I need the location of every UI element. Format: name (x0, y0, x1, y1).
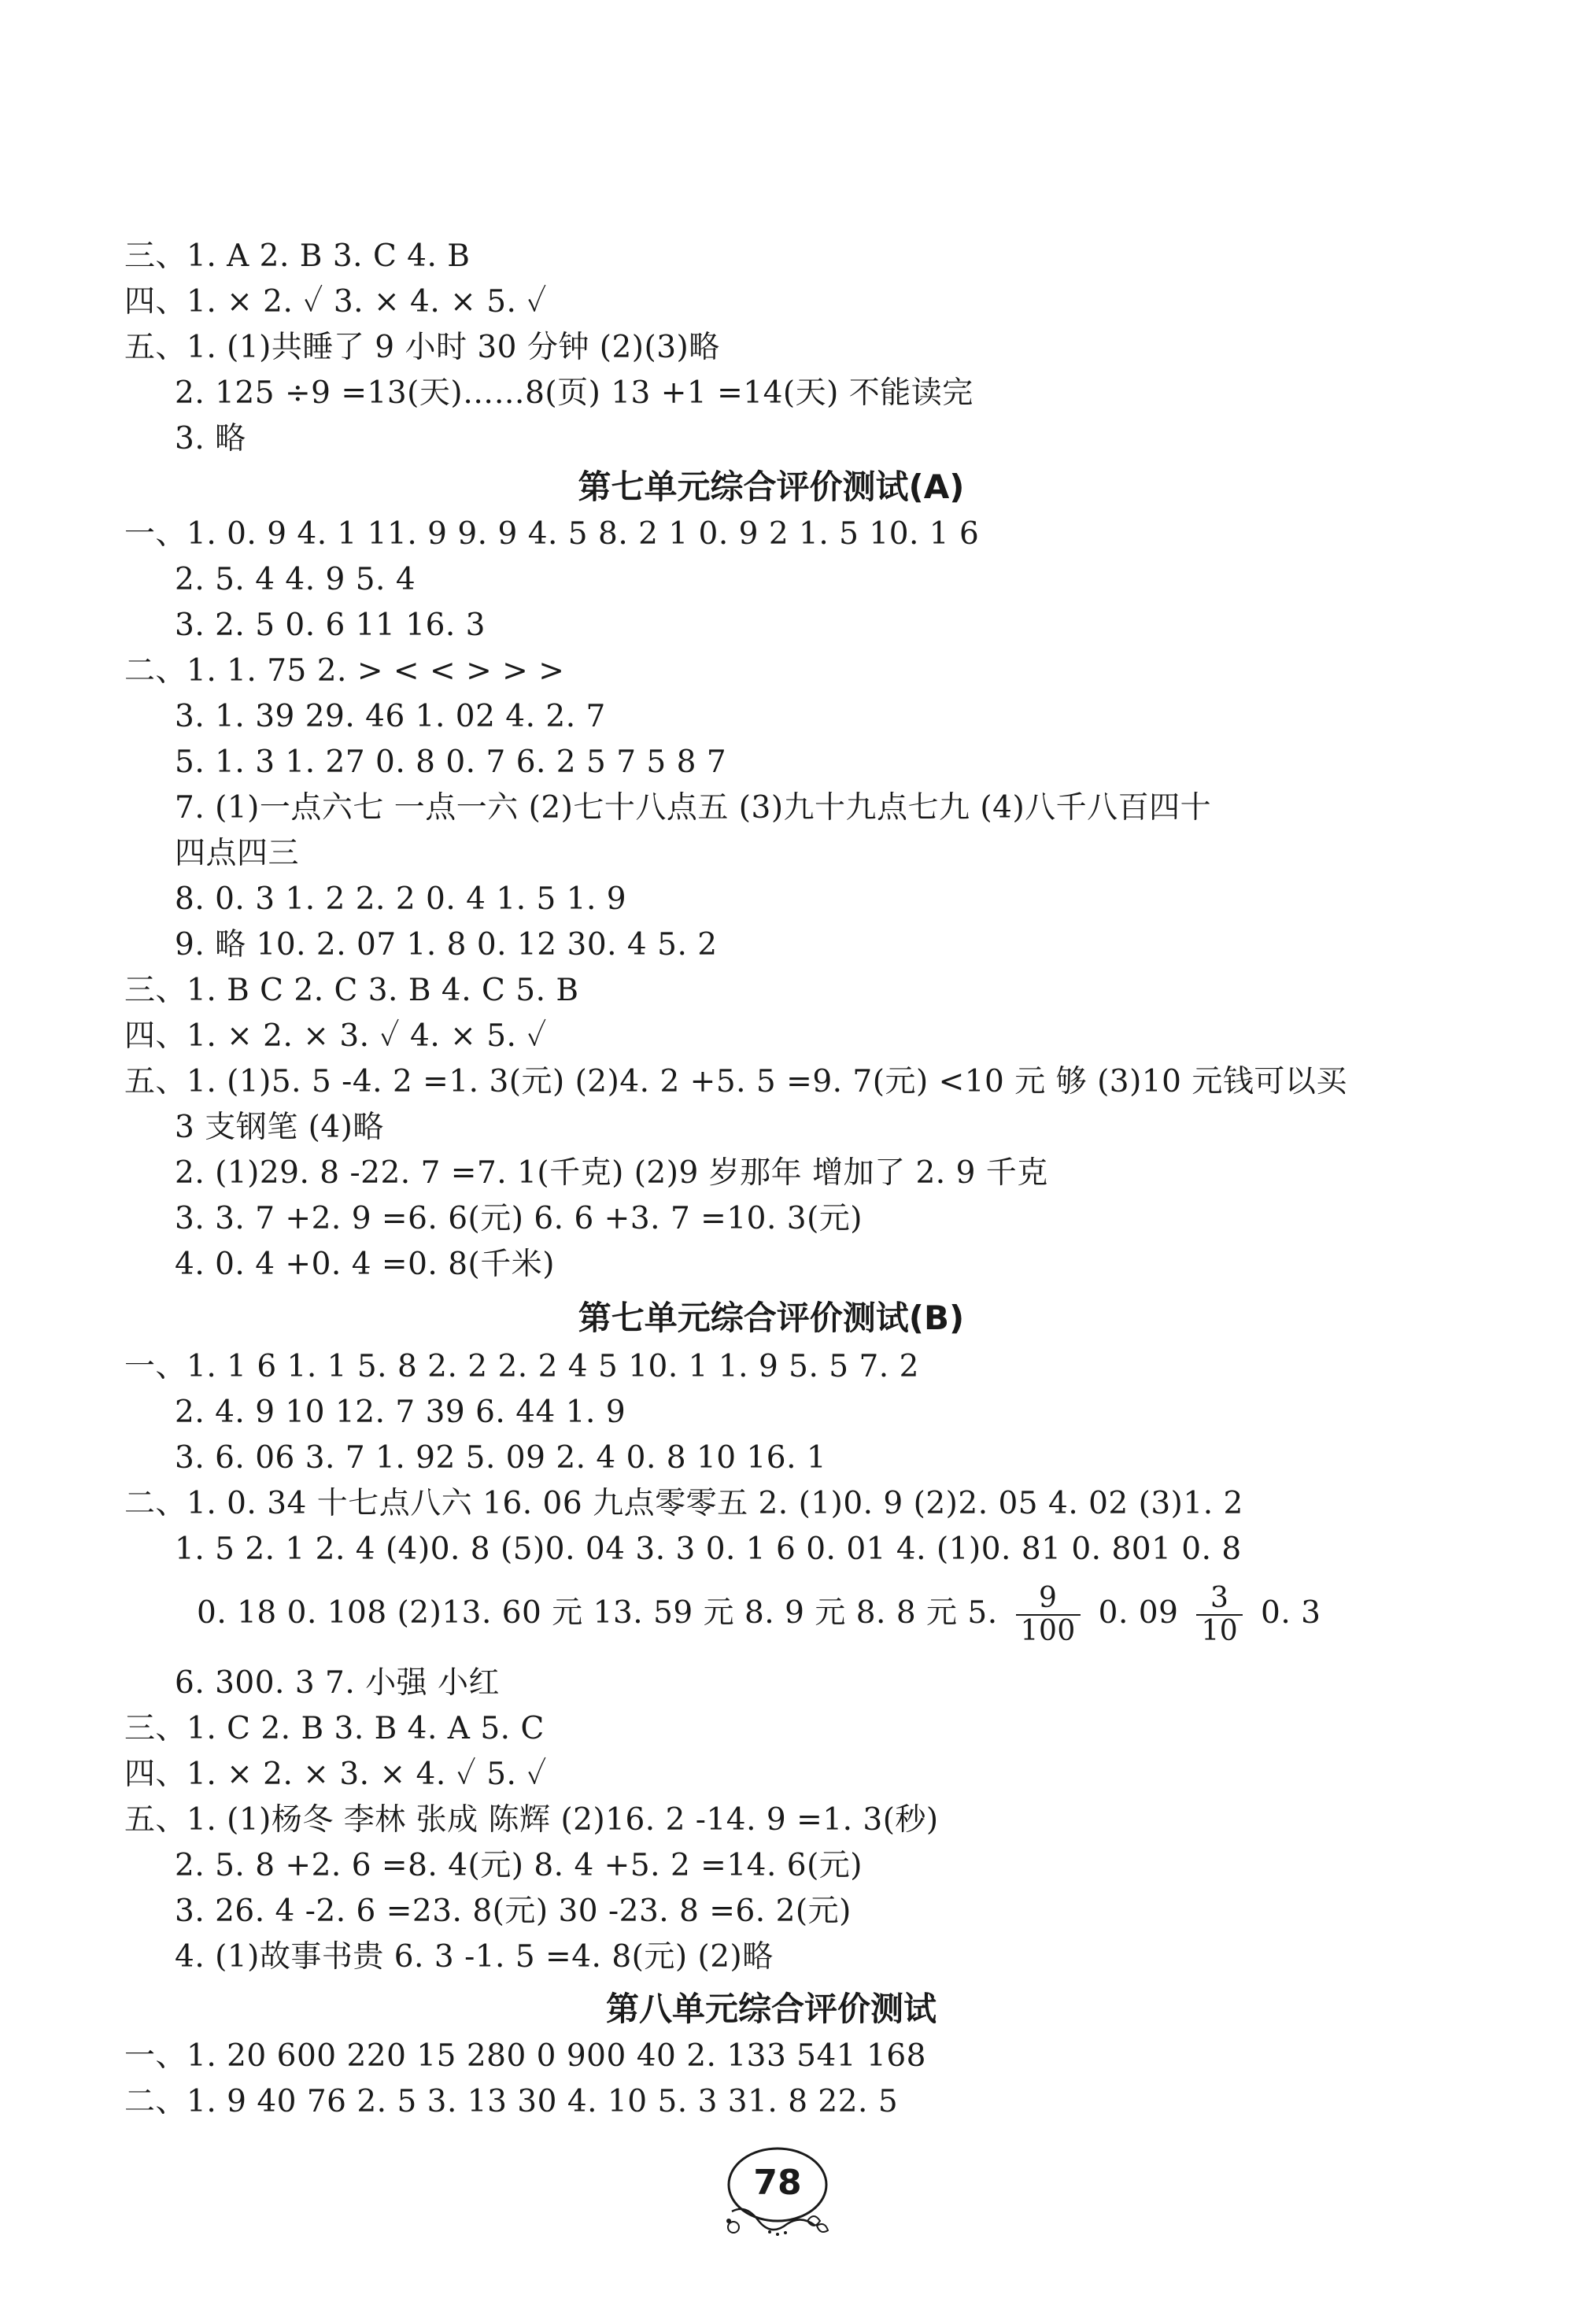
fraction-numerator: 3 (1196, 1583, 1243, 1616)
answer-line: 三、1. C 2. B 3. B 4. A 5. C (124, 1711, 545, 1746)
answer-line: 6. 300. 3 7. 小强 小红 (175, 1665, 501, 1701)
answer-line: 4. (1)故事书贵 6. 3 -1. 5 =4. 8(元) (2)略 (175, 1939, 774, 1975)
answer-line: 8. 0. 3 1. 2 2. 2 0. 4 1. 5 1. 9 (175, 881, 627, 917)
section-title: 第八单元综合评价测试 (605, 1990, 937, 2028)
answer-line: 五、1. (1)5. 5 -4. 2 =1. 3(元) (2)4. 2 +5. 5 =9. 7(元) <10 元 够 (3)10 元钱可以买 (124, 1064, 1347, 1099)
answer-line: 3. 2. 5 0. 6 11 16. 3 (175, 608, 486, 643)
answer-line: 2. 125 ÷9 =13(天)……8(页) 13 +1 =14(天) 不能读完 (175, 375, 973, 411)
answer-line: 四、1. × 2. ✓ 3. × 4. × 5. ✓ (124, 284, 547, 320)
answer-line: 3. 3. 7 +2. 9 =6. 6(元) 6. 6 +3. 7 =10. 3(元) (175, 1201, 863, 1236)
fraction-denominator: 100 (1020, 1615, 1076, 1647)
answer-line: 7. (1)一点六七 一点一六 (2)七十八点五 (3)九十九点七九 (4)八千八百四十 (175, 790, 1212, 826)
answer-line: 9. 略 10. 2. 07 1. 8 0. 12 30. 4 5. 2 (175, 927, 718, 963)
section-title: 第七单元综合评价测试(A) (578, 467, 965, 506)
answer-line: 五、1. (1)共睡了 9 小时 30 分钟 (2)(3)略 (124, 330, 720, 365)
fraction (1196, 1583, 1243, 1646)
answer-line-with-fractions (197, 1580, 1321, 1647)
answer-line: 3. 26. 4 -2. 6 =23. 8(元) 30 -23. 8 =6. 2(元) (175, 1894, 852, 1929)
answer-line: 一、1. 0. 9 4. 1 11. 9 9. 9 4. 5 8. 2 1 0. 9 2 1. 5 10. 1 6 (124, 516, 980, 552)
answer-line: 1. 5 2. 1 2. 4 (4)0. 8 (5)0. 04 3. 3 0. 1 6 0. 01 4. (1)0. 81 0. 801 0. 8 (175, 1532, 1242, 1567)
answer-line: 2. 4. 9 10 12. 7 39 6. 44 1. 9 (175, 1395, 626, 1430)
fraction-line-text: 0. 18 0. 108 (2)13. 60 元 13. 59 元 8. 9 元 8. 8 元 5. (197, 1595, 998, 1631)
answer-line: 三、1. A 2. B 3. C 4. B (124, 238, 471, 274)
page-number: 78 (753, 2163, 802, 2203)
answer-line: 二、1. 9 40 76 2. 5 3. 13 30 4. 10 5. 3 31. 8 22. 5 (124, 2084, 899, 2119)
answer-line: 四、1. × 2. × 3. ✓ 4. × 5. ✓ (124, 1018, 547, 1054)
answer-line: 四点四三 (175, 836, 300, 871)
page-number-badge (722, 2139, 840, 2257)
answer-line: 2. 5. 4 4. 9 5. 4 (175, 562, 416, 597)
answer-line: 3. 略 (175, 421, 246, 456)
answer-line: 2. (1)29. 8 -22. 7 =7. 1(千克) (2)9 岁那年 增加了 2. 9 千克 (175, 1155, 1048, 1191)
answer-line: 5. 1. 3 1. 27 0. 8 0. 7 6. 2 5 7 5 8 7 (175, 745, 727, 780)
answer-line: 一、1. 1 6 1. 1 5. 8 2. 2 2. 2 4 5 10. 1 1. 9 5. 5 7. 2 (124, 1349, 919, 1384)
answer-line: 二、1. 0. 34 十七点八六 16. 06 九点零零五 2. (1)0. 9 (2)2. 05 4. 02 (3)1. 2 (124, 1486, 1243, 1521)
answer-line: 4. 0. 4 +0. 4 =0. 8(千米) (175, 1247, 555, 1282)
fraction-line-text: 0. 09 (1098, 1595, 1179, 1631)
answer-line: 2. 5. 8 +2. 6 =8. 4(元) 8. 4 +5. 2 =14. 6(元) (175, 1848, 863, 1883)
answer-line: 五、1. (1)杨冬 李林 张成 陈辉 (2)16. 2 -14. 9 =1. 3(秒) (124, 1802, 939, 1838)
answer-line: 3. 6. 06 3. 7 1. 92 5. 09 2. 4 0. 8 10 16. 1 (175, 1440, 827, 1476)
fraction-denominator: 10 (1201, 1615, 1239, 1647)
section-title: 第七单元综合评价测试(B) (578, 1299, 965, 1337)
answer-line: 二、1. 1. 75 2. > < < > > > (124, 653, 565, 689)
fraction (1016, 1583, 1081, 1646)
answer-line: 四、1. × 2. × 3. × 4. ✓ 5. ✓ (124, 1757, 547, 1792)
fraction-line-text: 0. 3 (1261, 1595, 1321, 1631)
answer-line: 3 支钢笔 (4)略 (175, 1110, 384, 1145)
answer-line: 3. 1. 39 29. 46 1. 02 4. 2. 7 (175, 699, 606, 734)
answer-line: 三、1. B C 2. C 3. B 4. C 5. B (124, 973, 579, 1008)
fraction-numerator: 9 (1016, 1583, 1081, 1616)
answer-line: 一、1. 20 600 220 15 280 0 900 40 2. 133 541 168 (124, 2038, 926, 2074)
